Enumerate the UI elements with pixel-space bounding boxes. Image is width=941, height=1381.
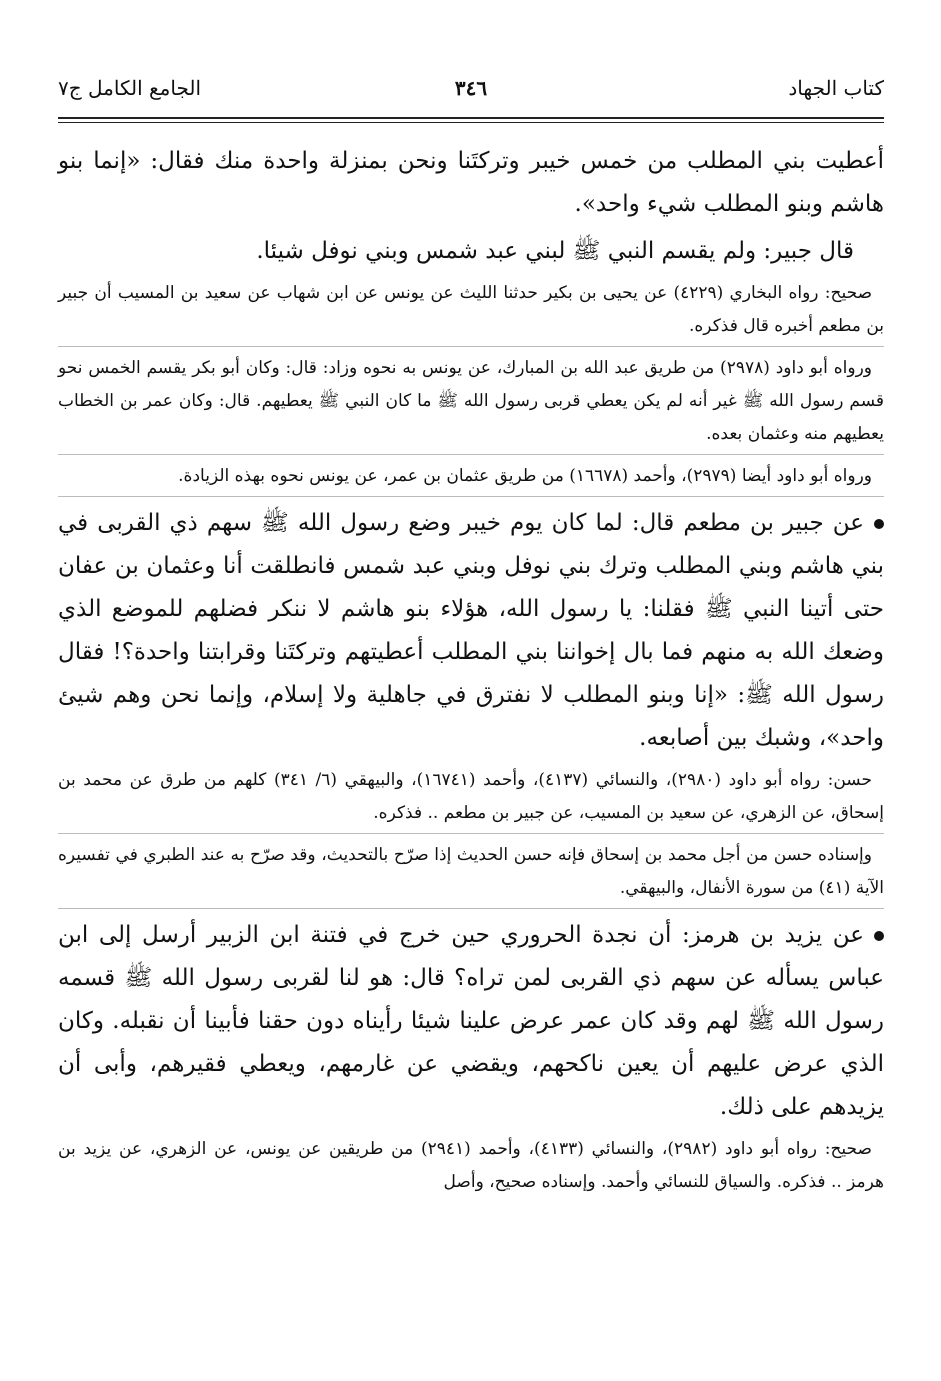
takhrij-note: ورواه أبو داود أيضا (٢٩٧٩)، وأحمد (١٦٦٧٨) من طريق عثمان بن عمر، عن يونس نحوه بهذه الزيادة.	[178, 466, 872, 486]
header-rule-thin	[58, 122, 884, 123]
takhrij-note: صحيح: رواه أبو داود (٢٩٨٢)، والنسائي (٤١٣٣)، وأحمد (٢٩٤١) من طريقين عن يونس، عن الزهري، عن يزيد بن هرمز .. فذكره. والسياق للنسائي وأحمد. وإسناده صحيح، وأصل	[58, 1139, 884, 1192]
takhrij-note: حسن: رواه أبو داود (٢٩٨٠)، والنسائي (٤١٣٧)، وأحمد (١٦٧٤١)، والبيهقي (٦/ ٣٤١) كلهم من طرق عن محمد بن إسحاق، عن الزهري، عن سعيد بن المسيب، عن جبير بن مطعم .. فذكره.	[58, 770, 884, 823]
bullet-icon	[874, 519, 884, 529]
book-page	[58, 0, 884, 1381]
book-title: الجامع الكامل ج٧	[58, 76, 202, 100]
takhrij-note: ورواه أبو داود (٢٩٧٨) من طريق عبد الله بن المبارك، عن يونس به نحوه وزاد: قال: وكان أبو بكر يقسم الخمس نحو قسم رسول الله ﷺ غير أنه لم يكن يعطي قربى رسول الله ﷺ ما كان النبي ﷺ يعطيهم. قال: وكان عمر بن الخطاب يعطيهم منه وعثمان بعده.	[58, 358, 884, 444]
divider	[58, 346, 884, 347]
hadith-entry	[58, 914, 884, 1129]
hadith-text: عن جبير بن مطعم قال: لما كان يوم خيبر وضع رسول الله ﷺ سهم ذي القربى في بني هاشم وبني المطلب وترك بني نوفل وبني عبد شمس فانطلقت أنا وعثمان بن عفان حتى أتينا النبي ﷺ فقلنا: يا رسول الله، هؤلاء بنو هاشم لا ننكر فضلهم للموضع الذي وضعك الله به منهم فما بال إخواننا بني المطلب أعطيتهم وتركتَنا وقرابتنا واحدة؟! فقال رسول الله ﷺ: «إنا وبنو المطلب لا نفترق في جاهلية ولا إسلام، وإنما نحن وهم شيئ واحد»، وشبك بين أصابعه.	[58, 510, 884, 751]
section-title: كتاب الجهاد	[788, 76, 884, 100]
divider	[58, 908, 884, 909]
takhrij-note: صحيح: رواه البخاري (٤٢٢٩) عن يحيى بن بكير حدثنا الليث عن يونس عن ابن شهاب عن سعيد بن المسيب أن جبير بن مطعم أخبره قال فذكره.	[58, 283, 884, 336]
takhrij-note: وإسناده حسن من أجل محمد بن إسحاق فإنه حسن الحديث إذا صرّح بالتحديث، وقد صرّح به عند الطبري في تفسيره الآية (٤١) من سورة الأنفال، والبيهقي.	[58, 845, 884, 898]
header-rule-thick	[58, 117, 884, 119]
divider	[58, 833, 884, 834]
bullet-icon	[874, 931, 884, 941]
page-number: ٣٤٦	[454, 76, 488, 100]
page-content	[58, 140, 884, 1201]
divider	[58, 454, 884, 455]
hadith-entry	[58, 502, 884, 760]
hadith-text: قال جبير: ولم يقسم النبي ﷺ لبني عبد شمس وبني نوفل شيئا.	[256, 238, 854, 264]
hadith-text: عن يزيد بن هرمز: أن نجدة الحروري حين خرج في فتنة ابن الزبير أرسل إلى ابن عباس يسأله عن سهم ذي القربى لمن تراه؟ قال: هو لنا لقربى رسول الله ﷺ قسمه رسول الله ﷺ لهم وقد كان عمر عرض علينا شيئا رأيناه دون حقنا فأبينا أن نقبله. وكان الذي عرض عليهم أن يعين ناكحهم، ويقضي عن غارمهم، ويعطي فقيرهم، وأبى أن يزيدهم على ذلك.	[58, 922, 884, 1120]
divider	[58, 496, 884, 497]
hadith-text: أعطيت بني المطلب من خمس خيبر وتركتَنا ونحن بمنزلة واحدة منك فقال: «إنما بنو هاشم وبنو المطلب شيء واحد».	[58, 148, 884, 217]
page-header	[58, 76, 884, 110]
